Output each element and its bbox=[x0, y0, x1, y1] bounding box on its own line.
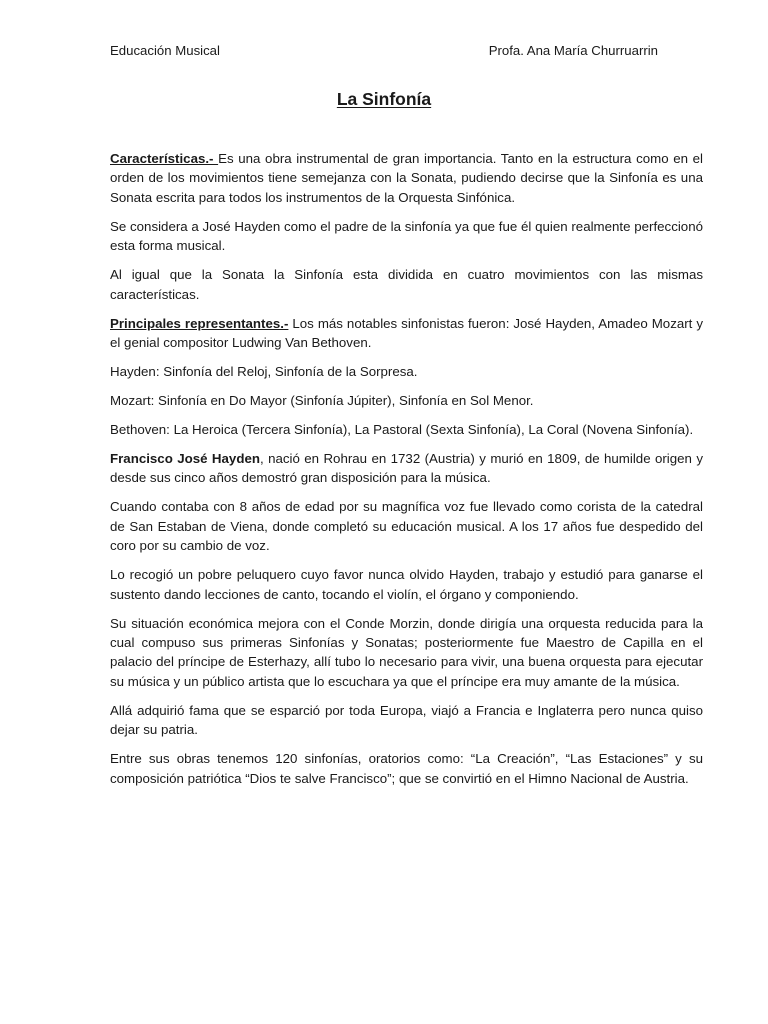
paragraph-mozart-obras: Mozart: Sinfonía en Do Mayor (Sinfonía Júpiter), Sinfonía en Sol Menor. bbox=[110, 393, 534, 409]
paragraph-hayden-fama: Allá adquirió fama que se esparció por toda Europa, viajó a Francia e Inglaterra pero nunca quiso dejar su patria. bbox=[110, 702, 703, 738]
paragraph-representantes bbox=[110, 314, 703, 353]
paragraph-bethoven-obras: Bethoven: La Heroica (Tercera Sinfonía), La Pastoral (Sexta Sinfonía), La Coral (Novena Sinfonía). bbox=[110, 422, 694, 438]
text-caracteristicas: Es una obra instrumental de gran importancia. Tanto en la estructura como en el orden de los movimientos tiene semejanza con la Sonata, pudiendo decirse que la Sinfonía es una Sonata escrita para todos los instrumentos de la Orquesta Sinfónica. bbox=[110, 151, 703, 205]
paragraph-hayden-corista: Cuando contaba con 8 años de edad por su magnífica voz fue llevado como corista de la catedral de San Estaban de Viena, donde completó su educación musical. A los 17 años fue despedido del coro por su cambio de voz. bbox=[110, 499, 703, 554]
paragraph-movimientos: Al igual que la Sonata la Sinfonía esta dividida en cuatro movimientos con las mismas características. bbox=[110, 267, 703, 302]
header-teacher: Profa. Ana María Churruarrin bbox=[488, 43, 658, 58]
text-hayden-biografia: , nació en Rohrau en 1732 (Austria) y murió en 1809, de humilde origen y desde sus cinco años demostró gran disposición para la música. bbox=[110, 451, 703, 486]
heading-caracteristicas: Características.- bbox=[110, 151, 219, 166]
heading-representantes: Principales representantes.- bbox=[110, 315, 289, 331]
paragraph-caracteristicas bbox=[110, 149, 703, 207]
document-title bbox=[0, 88, 768, 110]
paragraph-hayden-obras: Hayden: Sinfonía del Reloj, Sinfonía de la Sorpresa. bbox=[110, 364, 418, 380]
heading-hayden-name: Francisco José Hayden bbox=[110, 451, 260, 467]
paragraph-hayden-peluquero: Lo recogió un pobre peluquero cuyo favor nunca olvido Hayden, trabajo y estudió para ganarse el sustento dando lecciones de canto, tocando el violín, el órgano y componiendo. bbox=[110, 567, 703, 602]
header-subject: Educación Musical bbox=[110, 43, 220, 58]
document-title-text: La Sinfonía bbox=[336, 89, 432, 109]
paragraph-hayden-biografia bbox=[110, 449, 703, 488]
text-representantes: Los más notables sinfonistas fueron: José Hayden, Amadeo Mozart y el genial compositor Ludwing Van Bethoven. bbox=[110, 315, 704, 351]
paragraph-hayden-morzin: Su situación económica mejora con el Conde Morzin, donde dirigía una orquesta reducida para la cual compuso sus primeras Sinfonías y Sonatas; posteriormente fue Maestro de Capilla en el palacio del príncipe de Esterhazy, allí tubo lo necesario para vivir, una buena orquesta para ejecutar su música y un público artista que lo escuchara ya que el príncipe era muy amante de la música. bbox=[110, 615, 703, 689]
paragraph-hayden-sinfonias: Entre sus obras tenemos 120 sinfonías, oratorios como: “La Creación”, “Las Estaciones” y su composición patriótica “Dios te salve Francisco”; que se convirtió en el Himno Nacional de Austria. bbox=[110, 751, 703, 786]
paragraph-hayden-padre: Se considera a José Hayden como el padre de la sinfonía ya que fue él quien realmente perfeccionó esta forma musical. bbox=[110, 218, 703, 254]
document-body bbox=[110, 149, 703, 798]
page-header bbox=[110, 42, 658, 60]
